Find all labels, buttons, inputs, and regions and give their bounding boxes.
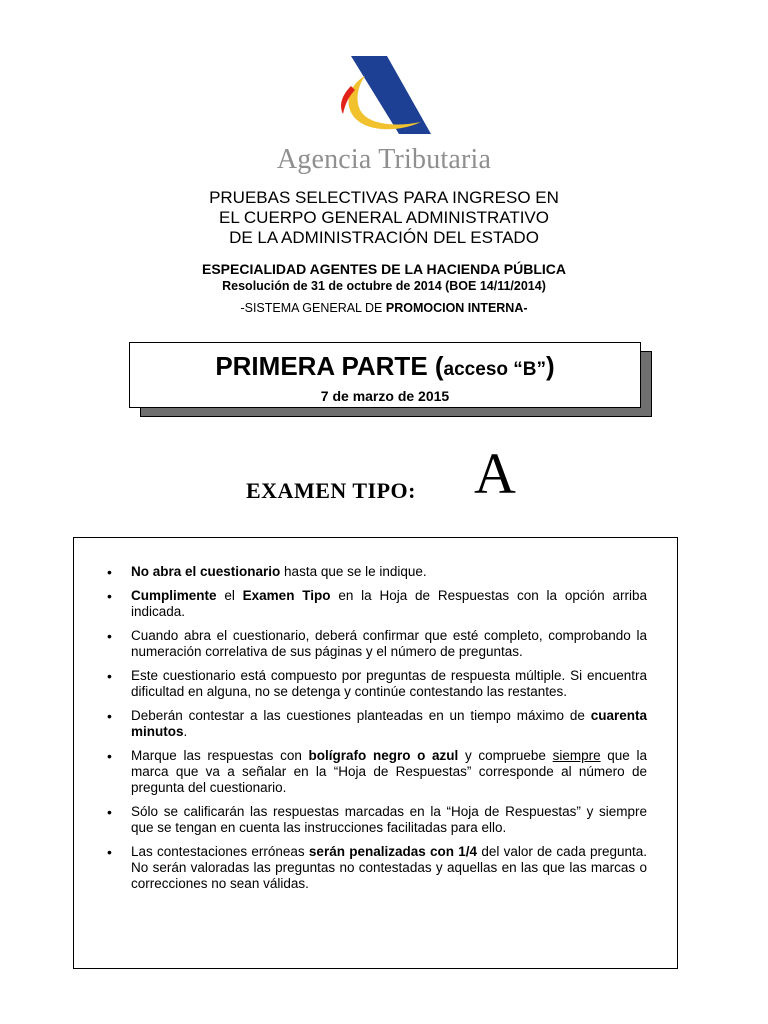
bullet-icon: • [107,844,112,860]
part-title-close: ) [546,351,555,381]
rule-text: Sólo se calificarán las respuestas marcadas en la “Hoja de Respuestas” y siempre que se tengan en cuenta las instrucciones facilitadas para ello. [131,804,647,835]
rule-text: el [216,588,243,603]
part-access: acceso “B” [443,359,546,380]
bullet-icon: • [107,708,112,724]
rule-text: . [183,724,188,739]
agency-emblem-icon [329,56,439,140]
instructions-box [73,537,678,969]
rule-text: en la Hoja de Respuestas con la opción arriba indicada. [131,588,647,619]
exam-date: 7 de marzo de 2015 [320,388,450,404]
agency-name: Agencia Tributaria [276,144,492,175]
instruction-item [104,708,647,740]
rule-bold: Cumplimente [131,588,217,603]
part-title-main: PRIMERA PARTE ( [215,351,444,381]
rule-bold: cuarenta minutos [131,708,647,739]
system-text [0,299,768,317]
bullet-icon: • [107,804,112,820]
instruction-item [104,844,647,892]
heading-line-1: PRUEBAS SELECTIVAS PARA INGRESO EN [209,188,559,207]
bullet-icon: • [107,564,112,580]
rule-underline: siempre [552,748,601,763]
instruction-item [104,588,647,620]
rule-text: y compruebe [458,748,553,763]
rule-bold: serán penalizadas con 1/4 [308,844,478,859]
rule-text: Cuando abra el cuestionario, deberá confirmar que esté completo, comprobando la numeración correlativa de sus páginas y el número de preguntas. [131,628,647,659]
part-title [130,350,640,386]
agency-logo [0,56,768,176]
rule-text: Las contestaciones erróneas [131,844,309,859]
system-prefix: -SISTEMA GENERAL DE [240,301,386,315]
instruction-item [104,804,647,836]
rule-text: hasta que se le indique. [280,564,427,579]
heading-line-2: EL CUERPO GENERAL ADMINISTRATIVO [219,208,549,227]
rule-bold: No abra el cuestionario [131,564,281,579]
system-bold: PROMOCION INTERNA- [385,301,528,315]
instructions-list [104,564,647,900]
rule-bold: Examen Tipo [242,588,331,603]
instruction-item [104,628,647,660]
rule-text: del valor de cada pregunta. No serán valoradas las preguntas no contestadas y aquellas en las que las marcas o correcciones no sean válidas. [131,844,648,891]
resolution-text: Resolución de 31 de octubre de 2014 (BOE 14/11/2014) [222,279,546,293]
rule-bold: bolígrafo negro o azul [308,748,459,763]
bullet-icon: • [107,588,112,604]
rule-text: Este cuestionario está compuesto por preguntas de respuesta múltiple. Si encuentra dificultad en alguna, no se detenga y continúe contestando las restantes. [131,668,647,699]
bullet-icon: • [107,628,112,644]
instruction-item [104,668,647,700]
rule-text: Deberán contestar a las cuestiones planteadas en un tiempo máximo de [131,708,591,723]
part-box [129,342,641,408]
exam-type-label: EXAMEN TIPO: [246,478,416,503]
specialty-title: ESPECIALIDAD AGENTES DE LA HACIENDA PÚBLICA [201,261,567,277]
instruction-item [104,564,647,580]
heading-line-3: DE LA ADMINISTRACIÓN DEL ESTADO [229,228,539,247]
rule-text: que la marca que va a señalar en la “Hoja de Respuestas” corresponde al número de pregunta del cuestionario. [131,748,647,795]
bullet-icon: • [107,748,112,764]
specialty-block [0,261,768,317]
exam-heading [0,188,768,248]
exam-type-letter: A [474,441,516,506]
instruction-item [104,748,647,796]
bullet-icon: • [107,668,112,684]
rule-text: Marque las respuestas con [131,748,309,763]
